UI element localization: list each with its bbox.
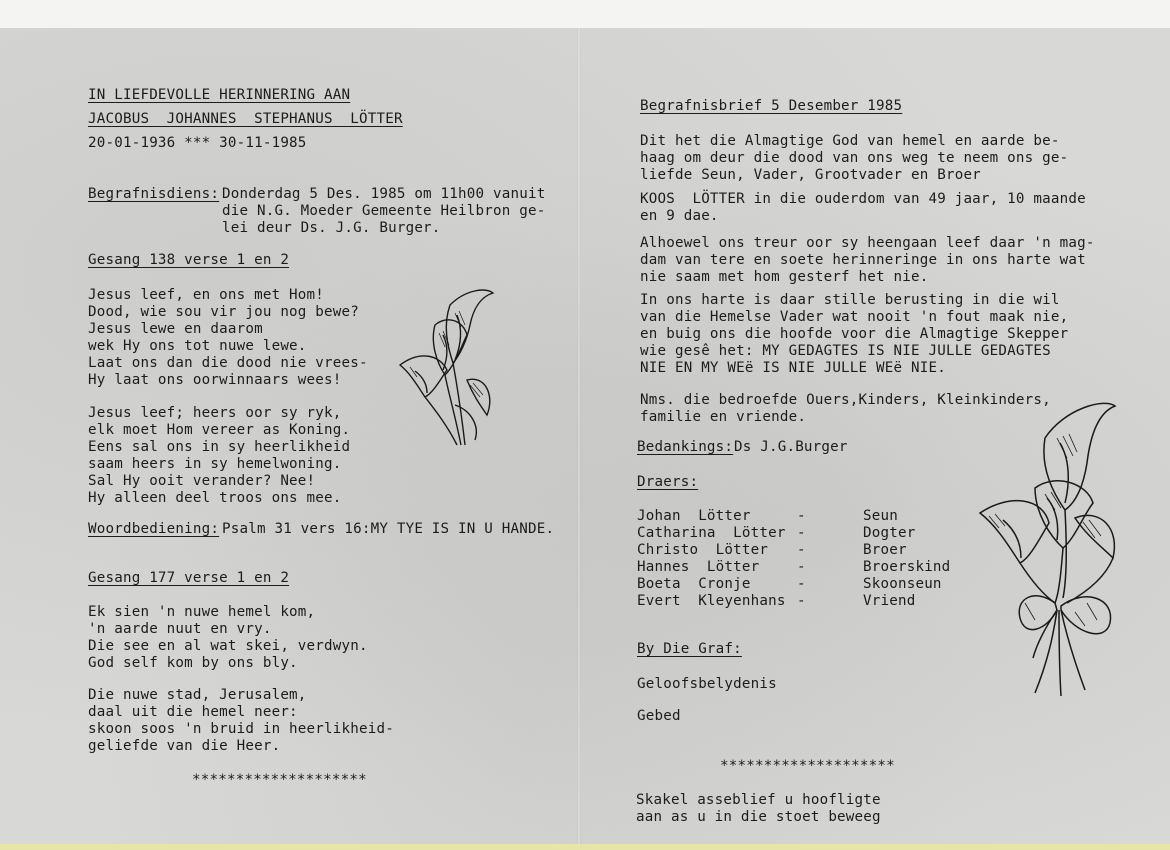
memorial-heading: IN LIEFDEVOLLE HERINNERING AAN — [88, 87, 351, 103]
paragraph-line: wie gesê het: MY GEDAGTES IS NIE JULLE GEDAGTES — [640, 343, 1051, 359]
hymn-2-line: geliefde van die Heer. — [88, 738, 281, 754]
bearers-title: Draers: — [637, 474, 699, 490]
hymn-1-line: Eens sal ons in sy heerlikheid — [88, 439, 351, 455]
letter-heading: Begrafnisbrief 5 Desember 1985 — [640, 98, 903, 114]
bottom-edge — [0, 844, 1170, 850]
bearer-relation: Seun — [863, 508, 898, 524]
paragraph-line: Nms. die bedroefde Ouers,Kinders, Kleinkinders, — [640, 392, 1051, 408]
paragraph-line: en 9 dae. — [640, 208, 719, 224]
thanks-text: Ds J.G.Burger — [734, 439, 848, 455]
grave-item: Gebed — [637, 708, 681, 724]
deceased-name: JACOBUS JOHANNES STEPHANUS LÖTTER — [88, 111, 403, 127]
hymn-1-line: Laat ons dan die dood nie vrees- — [88, 355, 368, 371]
hymn-1-line: Hy alleen deel troos ons mee. — [88, 490, 342, 506]
life-dates: 20-01-1936 *** 30-11-1985 — [88, 135, 307, 151]
hymn-1-line: elk moet Hom vereer as Koning. — [88, 422, 351, 438]
bearer-dash: - — [797, 576, 806, 592]
service-label: Begrafnisdiens: — [88, 186, 220, 202]
center-fold — [577, 28, 581, 850]
hymn-1-line: Jesus leef; heers oor sy ryk, — [88, 405, 342, 421]
bearer-dash: - — [797, 542, 806, 558]
hymn-2-line: Ek sien 'n nuwe hemel kom, — [88, 604, 316, 620]
service-line-1: Donderdag 5 Des. 1985 om 11h00 vanuit — [222, 186, 546, 202]
paragraph-line: Alhoewel ons treur oor sy heengaan leef daar 'n mag- — [640, 235, 1095, 251]
bearer-relation: Broer — [863, 542, 907, 558]
paragraph-line: liefde Seun, Vader, Grootvader en Broer — [640, 167, 981, 183]
bearer-name: Boeta Cronje — [637, 576, 751, 592]
word-service-label: Woordbediening: — [88, 521, 220, 537]
grave-title: By Die Graf: — [637, 641, 742, 657]
bearer-dash: - — [797, 525, 806, 541]
bearer-dash: - — [797, 593, 806, 609]
hymn-1-line: Sal Hy ooit verander? Nee! — [88, 473, 316, 489]
hymn-1-line: saam heers in sy hemelwoning. — [88, 456, 342, 472]
paragraph-line: familie en vriende. — [640, 409, 807, 425]
paragraph-line: In ons harte is daar stille berusting in die wil — [640, 292, 1060, 308]
hymn-1-line: Jesus lewe en daarom — [88, 321, 263, 337]
bearer-relation: Skoonseun — [863, 576, 942, 592]
bearer-relation: Broerskind — [863, 559, 951, 575]
paragraph-line: Dit het die Almagtige God van hemel en aarde be- — [640, 133, 1060, 149]
hymn-2-line: daal uit die hemel neer: — [88, 704, 298, 720]
paragraph-line: KOOS LÖTTER in die ouderdom van 49 jaar, 10 maande — [640, 191, 1086, 207]
bearer-relation: Vriend — [863, 593, 916, 609]
hymn-2-title: Gesang 177 verse 1 en 2 — [88, 570, 290, 586]
hymn-1-line: Dood, wie sou vir jou nog bewe? — [88, 304, 359, 320]
closing-line: aan as u in die stoet beweeg — [636, 809, 881, 825]
bearer-name: Evert Kleyenhans — [637, 593, 786, 609]
hymn-1-line: Jesus leef, en ons met Hom! — [88, 287, 325, 303]
calla-lily-illustration — [395, 285, 505, 450]
paragraph-line: nie saam met hom gesterf het nie. — [640, 269, 929, 285]
bearer-dash: - — [797, 559, 806, 575]
hymn-1-title: Gesang 138 verse 1 en 2 — [88, 252, 290, 268]
word-service-text: Psalm 31 vers 16:MY TYE IS IN U HANDE. — [222, 521, 555, 537]
bearer-name: Johan Lötter — [637, 508, 751, 524]
hymn-2-line: 'n aarde nuut en vry. — [88, 621, 272, 637]
service-line-2: die N.G. Moeder Gemeente Heilbron ge- — [222, 203, 546, 219]
hymn-2-line: God self kom by ons bly. — [88, 655, 298, 671]
closing-line: Skakel asseblief u hoofligte — [636, 792, 881, 808]
paragraph-line: dam van tere en soete herinneringe in ons harte wat — [640, 252, 1086, 268]
bearer-relation: Dogter — [863, 525, 916, 541]
hymn-2-line: skoon soos 'n bruid in heerlikheid- — [88, 721, 394, 737]
service-line-3: lei deur Ds. J.G. Burger. — [222, 220, 441, 236]
paragraph-line: en buig ons die hoofde voor die Almagtige Skepper — [640, 326, 1069, 342]
hymn-1-line: Hy laat ons oorwinnaars wees! — [88, 372, 342, 388]
separator-stars: ******************** — [720, 758, 895, 774]
paragraph-line: van die Hemelse Vader wat nooit 'n fout maak nie, — [640, 309, 1069, 325]
thanks-label: Bedankings: — [637, 439, 734, 455]
grave-item: Geloofsbelydenis — [637, 676, 777, 692]
bearer-name: Catharina Lötter — [637, 525, 786, 541]
paragraph-line: haag om deur die dood van ons weg te neem ons ge- — [640, 150, 1069, 166]
hymn-1-line: wek Hy ons tot nuwe lewe. — [88, 338, 307, 354]
bearer-dash: - — [797, 508, 806, 524]
separator-stars: ******************** — [192, 772, 367, 788]
hymn-2-line: Die see en al wat skei, verdwyn. — [88, 638, 368, 654]
bearer-name: Christo Lötter — [637, 542, 769, 558]
hymn-2-line: Die nuwe stad, Jerusalem, — [88, 687, 307, 703]
bearer-name: Hannes Lötter — [637, 559, 760, 575]
paragraph-line: NIE EN MY WEë IS NIE JULLE WEë NIE. — [640, 360, 946, 376]
lily-bouquet-illustration — [975, 398, 1135, 703]
